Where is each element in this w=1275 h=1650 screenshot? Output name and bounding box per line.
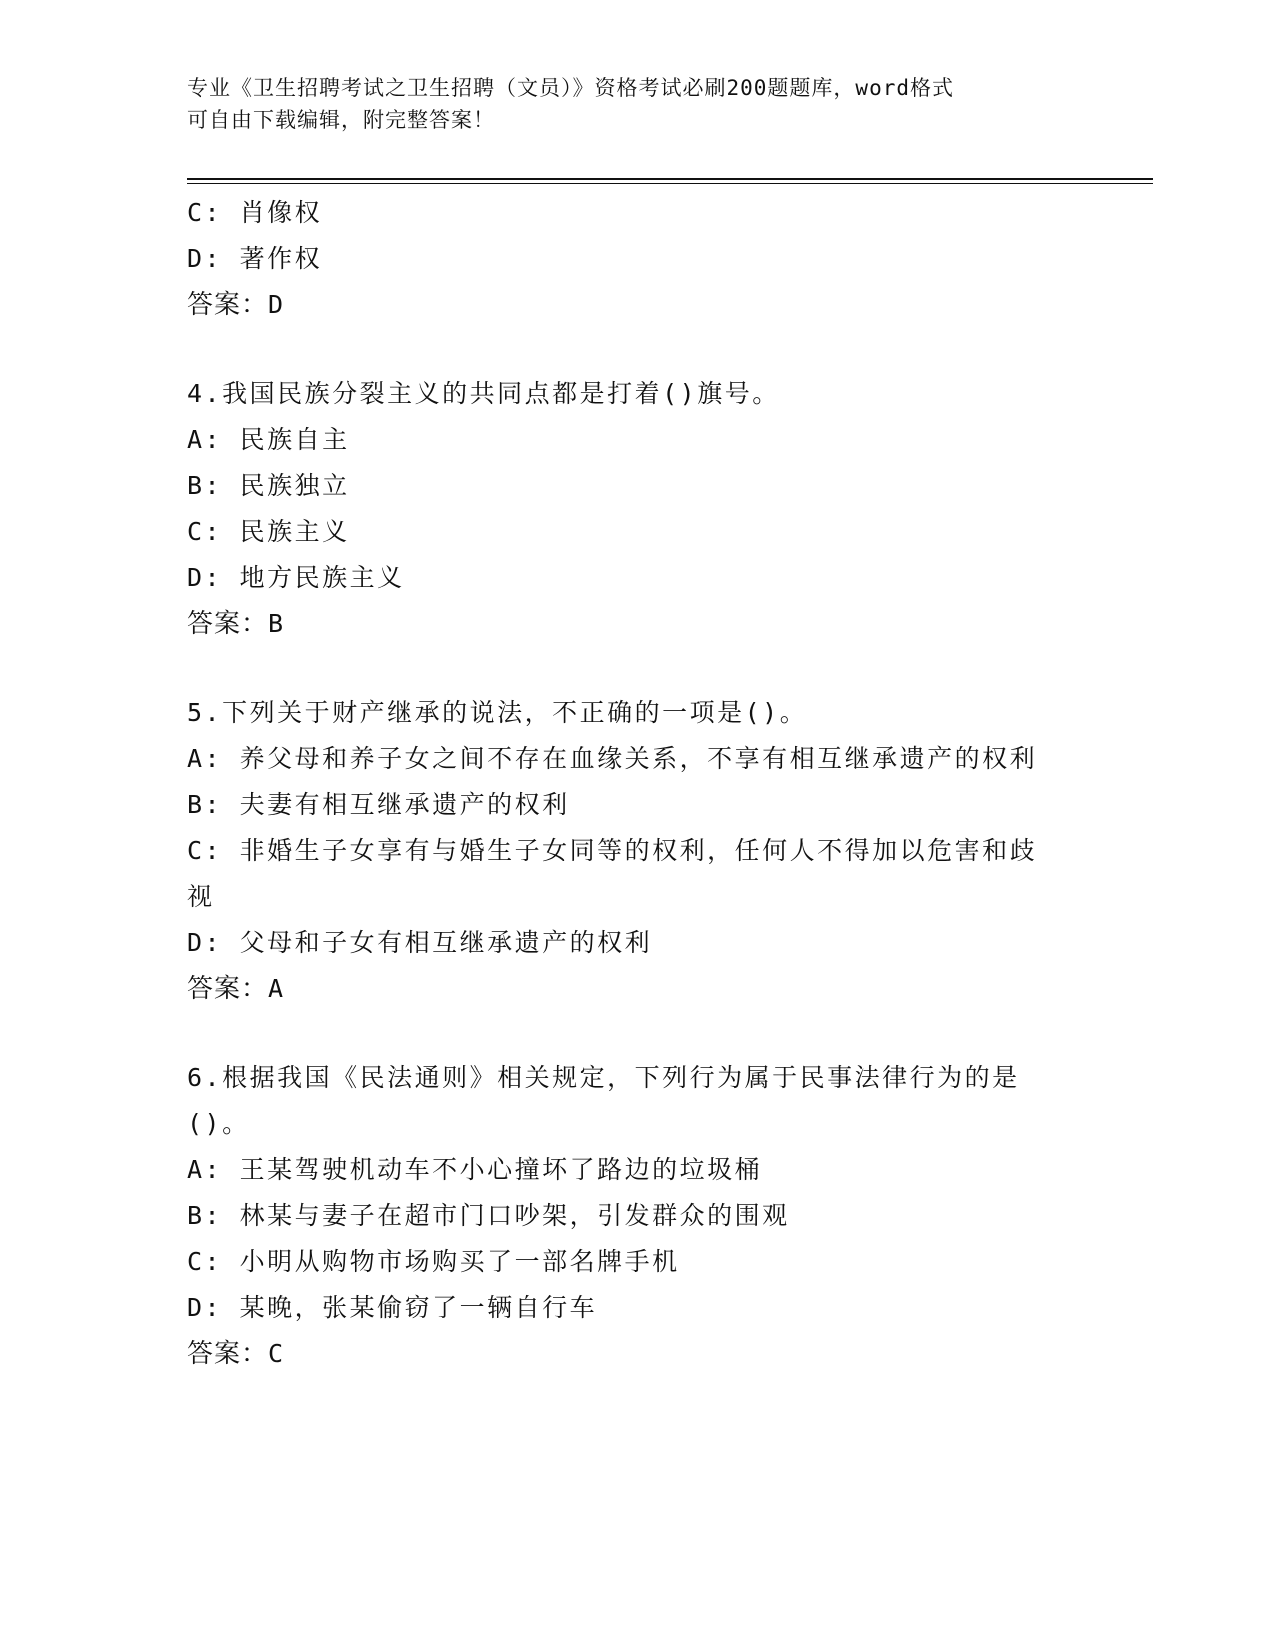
option-d: D: 地方民族主义 [187,563,405,592]
header-divider-thick [187,178,1153,180]
option-c: C: 小明从购物市场购买了一部名牌手机 [187,1247,680,1276]
option-d: D: 父母和子女有相互继承遗产的权利 [187,928,653,957]
answer-value: B [268,609,285,638]
header-divider-thin [187,183,1153,184]
option-b: B: 林某与妻子在超市门口吵架，引发群众的围观 [187,1201,790,1230]
question-stem: 4.我国民族分裂主义的共同点都是打着()旗号。 [187,379,780,408]
question-stem: 6.根据我国《民法通则》相关规定，下列行为属于民事法律行为的是 [187,1063,1020,1092]
option-a: A: 民族自主 [187,425,350,454]
answer-value: C [268,1339,285,1368]
question-5 [187,690,1087,1012]
option-d: D: 著作权 [187,244,323,273]
question-4 [187,371,1087,647]
answer-line [187,1331,1087,1377]
question-stem-continuation: ()。 [187,1109,250,1138]
option-b: B: 民族独立 [187,471,350,500]
option-b: B: 夫妻有相互继承遗产的权利 [187,790,570,819]
answer-label: 答案： [187,609,269,639]
question-6 [187,1055,1087,1377]
option-c: C: 肖像权 [187,198,323,227]
question-3-continuation [187,190,1087,328]
option-c: C: 民族主义 [187,517,350,546]
answer-value: A [268,974,285,1003]
question-content [187,190,1087,1377]
answer-label: 答案： [187,974,269,1004]
option-d: D: 某晚，张某偷窃了一辆自行车 [187,1293,598,1322]
answer-label: 答案： [187,1339,269,1369]
answer-line [187,282,1087,328]
answer-line [187,966,1087,1012]
answer-line [187,601,1087,647]
header-title-line-2: 可自由下载编辑，附完整答案！ [187,108,495,132]
option-c-continuation: 视 [187,882,215,911]
question-stem: 5.下列关于财产继承的说法，不正确的一项是()。 [187,698,808,727]
option-a: A: 王某驾驶机动车不小心撞坏了路边的垃圾桶 [187,1155,763,1184]
answer-value: D [268,290,285,319]
option-c: C: 非婚生子女享有与婚生子女同等的权利，任何人不得加以危害和歧 [187,836,1038,865]
header-title-line-1: 专业《卫生招聘考试之卫生招聘（文员）》资格考试必刷200题题库，word格式 [187,76,954,100]
document-header [187,72,1067,136]
option-a: A: 养父母和养子女之间不存在血缘关系，不享有相互继承遗产的权利 [187,744,1038,773]
answer-label: 答案： [187,290,269,320]
